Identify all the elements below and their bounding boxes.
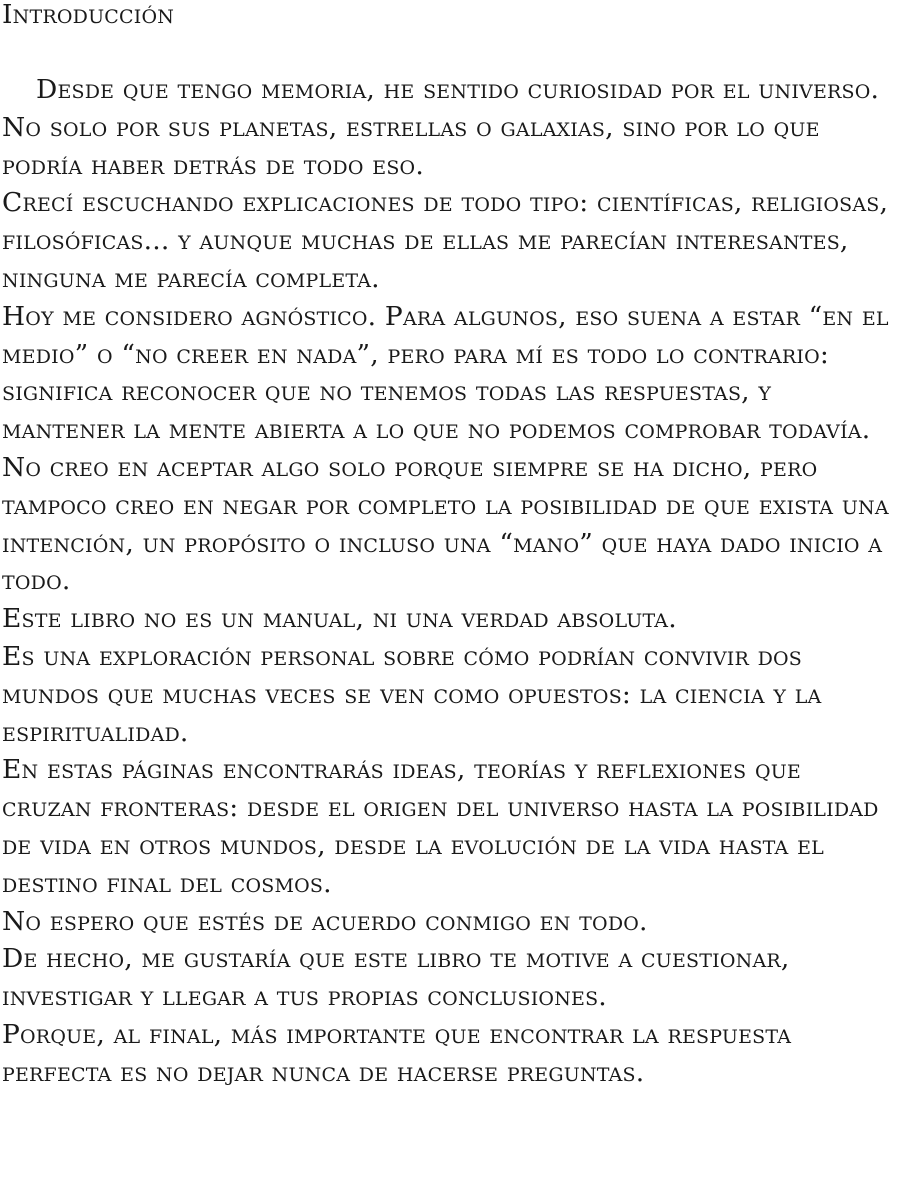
paragraph-8: No espero que estés de acuerdo conmigo en todo. — [2, 905, 648, 937]
title-spacer — [2, 30, 894, 71]
paragraph-7: En estas páginas encontrarás ideas, teorías y reflexiones que cruzan fronteras: desde el origen del universo hasta la posibilidad de vida en otros mundos, desde la evolución de la vida hasta el destino final del cosmos. — [2, 754, 879, 899]
paragraph-6: Es una exploración personal sobre cómo podrían convivir dos mundos que muchas veces se ven como opuestos: la ciencia y la espiritualidad. — [2, 640, 822, 748]
paragraph-9: De hecho, me gustaría que este libro te motive a cuestionar, investigar y llegar a tus propias conclusiones. — [2, 943, 790, 1013]
paragraph-5: Este libro no es un manual, ni una verdad absoluta. — [2, 603, 677, 635]
paragraph-4: No creo en aceptar algo solo porque siempre se ha dicho, pero tampoco creo en negar por completo la posibilidad de que exista una intención, un propósito o incluso una “mano” que haya dado inicio a todo. — [2, 451, 889, 597]
paragraph-3: Hoy me considero agnóstico. Para algunos, eso suena a estar “en el medio” o “no creer en nada”, pero para mí es todo lo contrario: significa reconocer que no tenemos todas las respuestas, y mantener la mente abierta a lo que no podemos comprobar todavía. — [2, 300, 889, 446]
paragraph-2: Crecí escuchando explicaciones de todo tipo: científicas, religiosas, filosóficas... y aunque muchas de ellas me parecían interesantes, ninguna me parecía completa. — [2, 187, 889, 294]
paragraph-10: Porque, al final, más importante que encontrar la respuesta perfecta es no dejar nunca de hacerse preguntas. — [2, 1018, 792, 1088]
chapter-title: Introducción — [2, 0, 175, 30]
paragraph-1: Desde que tengo memoria, he sentido curiosidad por el universo. No solo por sus planetas, estrellas o galaxias, sino por lo que podría haber detrás de todo eso. — [2, 74, 880, 181]
